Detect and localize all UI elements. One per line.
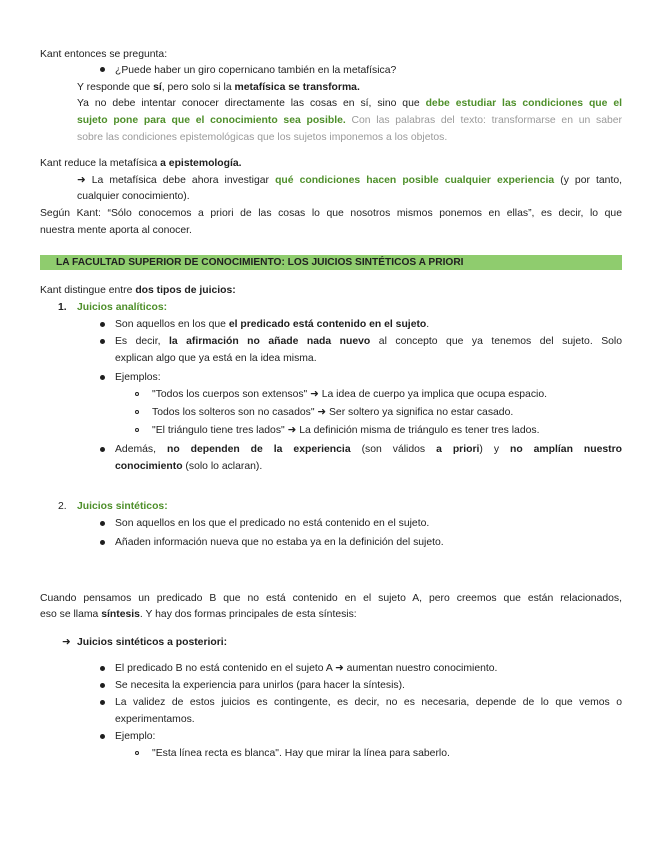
paragraph-line: sujeto pone para que el conocimiento sea posible. Con las palabras del texto: transformarse en un saber — [77, 115, 622, 126]
analytic-item-cont: explican algo que ya está en la idea misma. — [115, 353, 317, 364]
a-posteriori-item: La validez de estos juicios es contingente, es decir, no es necesaria, depende de lo que vemos o — [115, 697, 622, 708]
list-number: 1. — [58, 302, 67, 313]
analytic-item-cont: conocimiento (solo lo aclaran). — [115, 461, 263, 472]
example-item: "Esta línea recta es blanca". Hay que mirar la línea para saberlo. — [152, 748, 450, 759]
synthetic-title: Juicios sintéticos: — [77, 501, 168, 512]
a-posteriori-item: El predicado B no está contenido en el sujeto A ➜ aumentan nuestro conocimiento. — [115, 663, 498, 674]
bullet-dot — [100, 339, 105, 344]
question-line: Kant entonces se pregunta: — [40, 49, 168, 60]
analytic-item: Es decir, la afirmación no añade nada nuevo al concepto que ya tenemos del sujeto. Solo — [115, 336, 622, 347]
example-item: "Todos los cuerpos son extensos" ➜ La idea de cuerpo ya implica que ocupa espacio. — [152, 389, 548, 400]
example-label: Ejemplo: — [115, 731, 156, 742]
analytic-title: Juicios analíticos: — [77, 302, 168, 313]
analytic-item: Además, no dependen de la experiencia (son válidos a priori) y no amplían nuestro — [115, 444, 622, 455]
paragraph-line: sobre las condiciones epistemológicas que los sujetos imponemos a los objetos. — [77, 132, 448, 143]
kant-quote-line: Según Kant: “Sólo conocemos a priori de las cosas lo que nosotros mismos ponemos en ellas”, es decir, lo que — [40, 208, 622, 219]
example-item: Todos los solteros son no casados" ➜ Ser soltero ya significa no estar casado. — [152, 407, 514, 418]
bullet-dot — [100, 734, 105, 739]
bullet-dot — [100, 322, 105, 327]
a-posteriori-item-cont: experimentamos. — [115, 714, 195, 725]
a-posteriori-item: Se necesita la experiencia para unirlos (para hacer la síntesis). — [115, 680, 405, 691]
sub-bullet-ring — [135, 392, 139, 396]
sub-bullet-ring — [135, 410, 139, 414]
example-item: "El triángulo tiene tres lados" ➜ La definición misma de triángulo es tener tres lados. — [152, 425, 540, 436]
examples-label: Ejemplos: — [115, 372, 161, 383]
synthesis-paragraph-cont: eso se llama síntesis. Y hay dos formas principales de esta síntesis: — [40, 609, 357, 620]
kinds-intro: Kant distingue entre dos tipos de juicios: — [40, 285, 236, 296]
paragraph-line: Ya no debe intentar conocer directamente las cosas en sí, sino que debe estudiar las condiciones que el — [77, 98, 622, 109]
bullet-dot — [100, 666, 105, 671]
arrow-line: ➜ La metafísica debe ahora investigar qué condiciones hacen posible cualquier experiencia (y por tanto, — [77, 175, 622, 186]
kant-quote-line: nuestra mente aporta al conocer. — [40, 225, 192, 236]
section-title: LA FACULTAD SUPERIOR DE CONOCIMIENTO: LOS JUICIOS SINTÉTICOS A PRIORI — [56, 257, 464, 268]
analytic-item: Son aquellos en los que el predicado está contenido en el sujeto. — [115, 319, 430, 330]
answer-line: Y responde que sí, pero solo si la metafísica se transforma. — [77, 82, 360, 93]
bullet-dot — [100, 67, 105, 72]
sub-bullet-ring — [135, 751, 139, 755]
section-heading-bar — [40, 255, 622, 270]
arrow-icon: ➜ — [62, 637, 71, 648]
sub-bullet-ring — [135, 428, 139, 432]
arrow-line-cont: cualquier conocimiento). — [77, 191, 190, 202]
synthetic-item: Son aquellos en los que el predicado no está contenido en el sujeto. — [115, 518, 430, 529]
synthesis-paragraph: Cuando pensamos un predicado B que no está contenido en el sujeto A, pero creemos que están relacionados, — [40, 593, 622, 604]
bullet-dot — [100, 447, 105, 452]
list-number: 2. — [58, 501, 67, 512]
reduce-line: Kant reduce la metafísica a epistemología. — [40, 158, 242, 169]
synthetic-item: Añaden información nueva que no estaba ya en la definición del sujeto. — [115, 537, 444, 548]
copernican-question: ¿Puede haber un giro copernicano también en la metafísica? — [115, 65, 397, 76]
a-posteriori-title: Juicios sintéticos a posteriori: — [77, 637, 228, 648]
bullet-dot — [100, 521, 105, 526]
bullet-dot — [100, 700, 105, 705]
bullet-dot — [100, 683, 105, 688]
bullet-dot — [100, 375, 105, 380]
bullet-dot — [100, 540, 105, 545]
